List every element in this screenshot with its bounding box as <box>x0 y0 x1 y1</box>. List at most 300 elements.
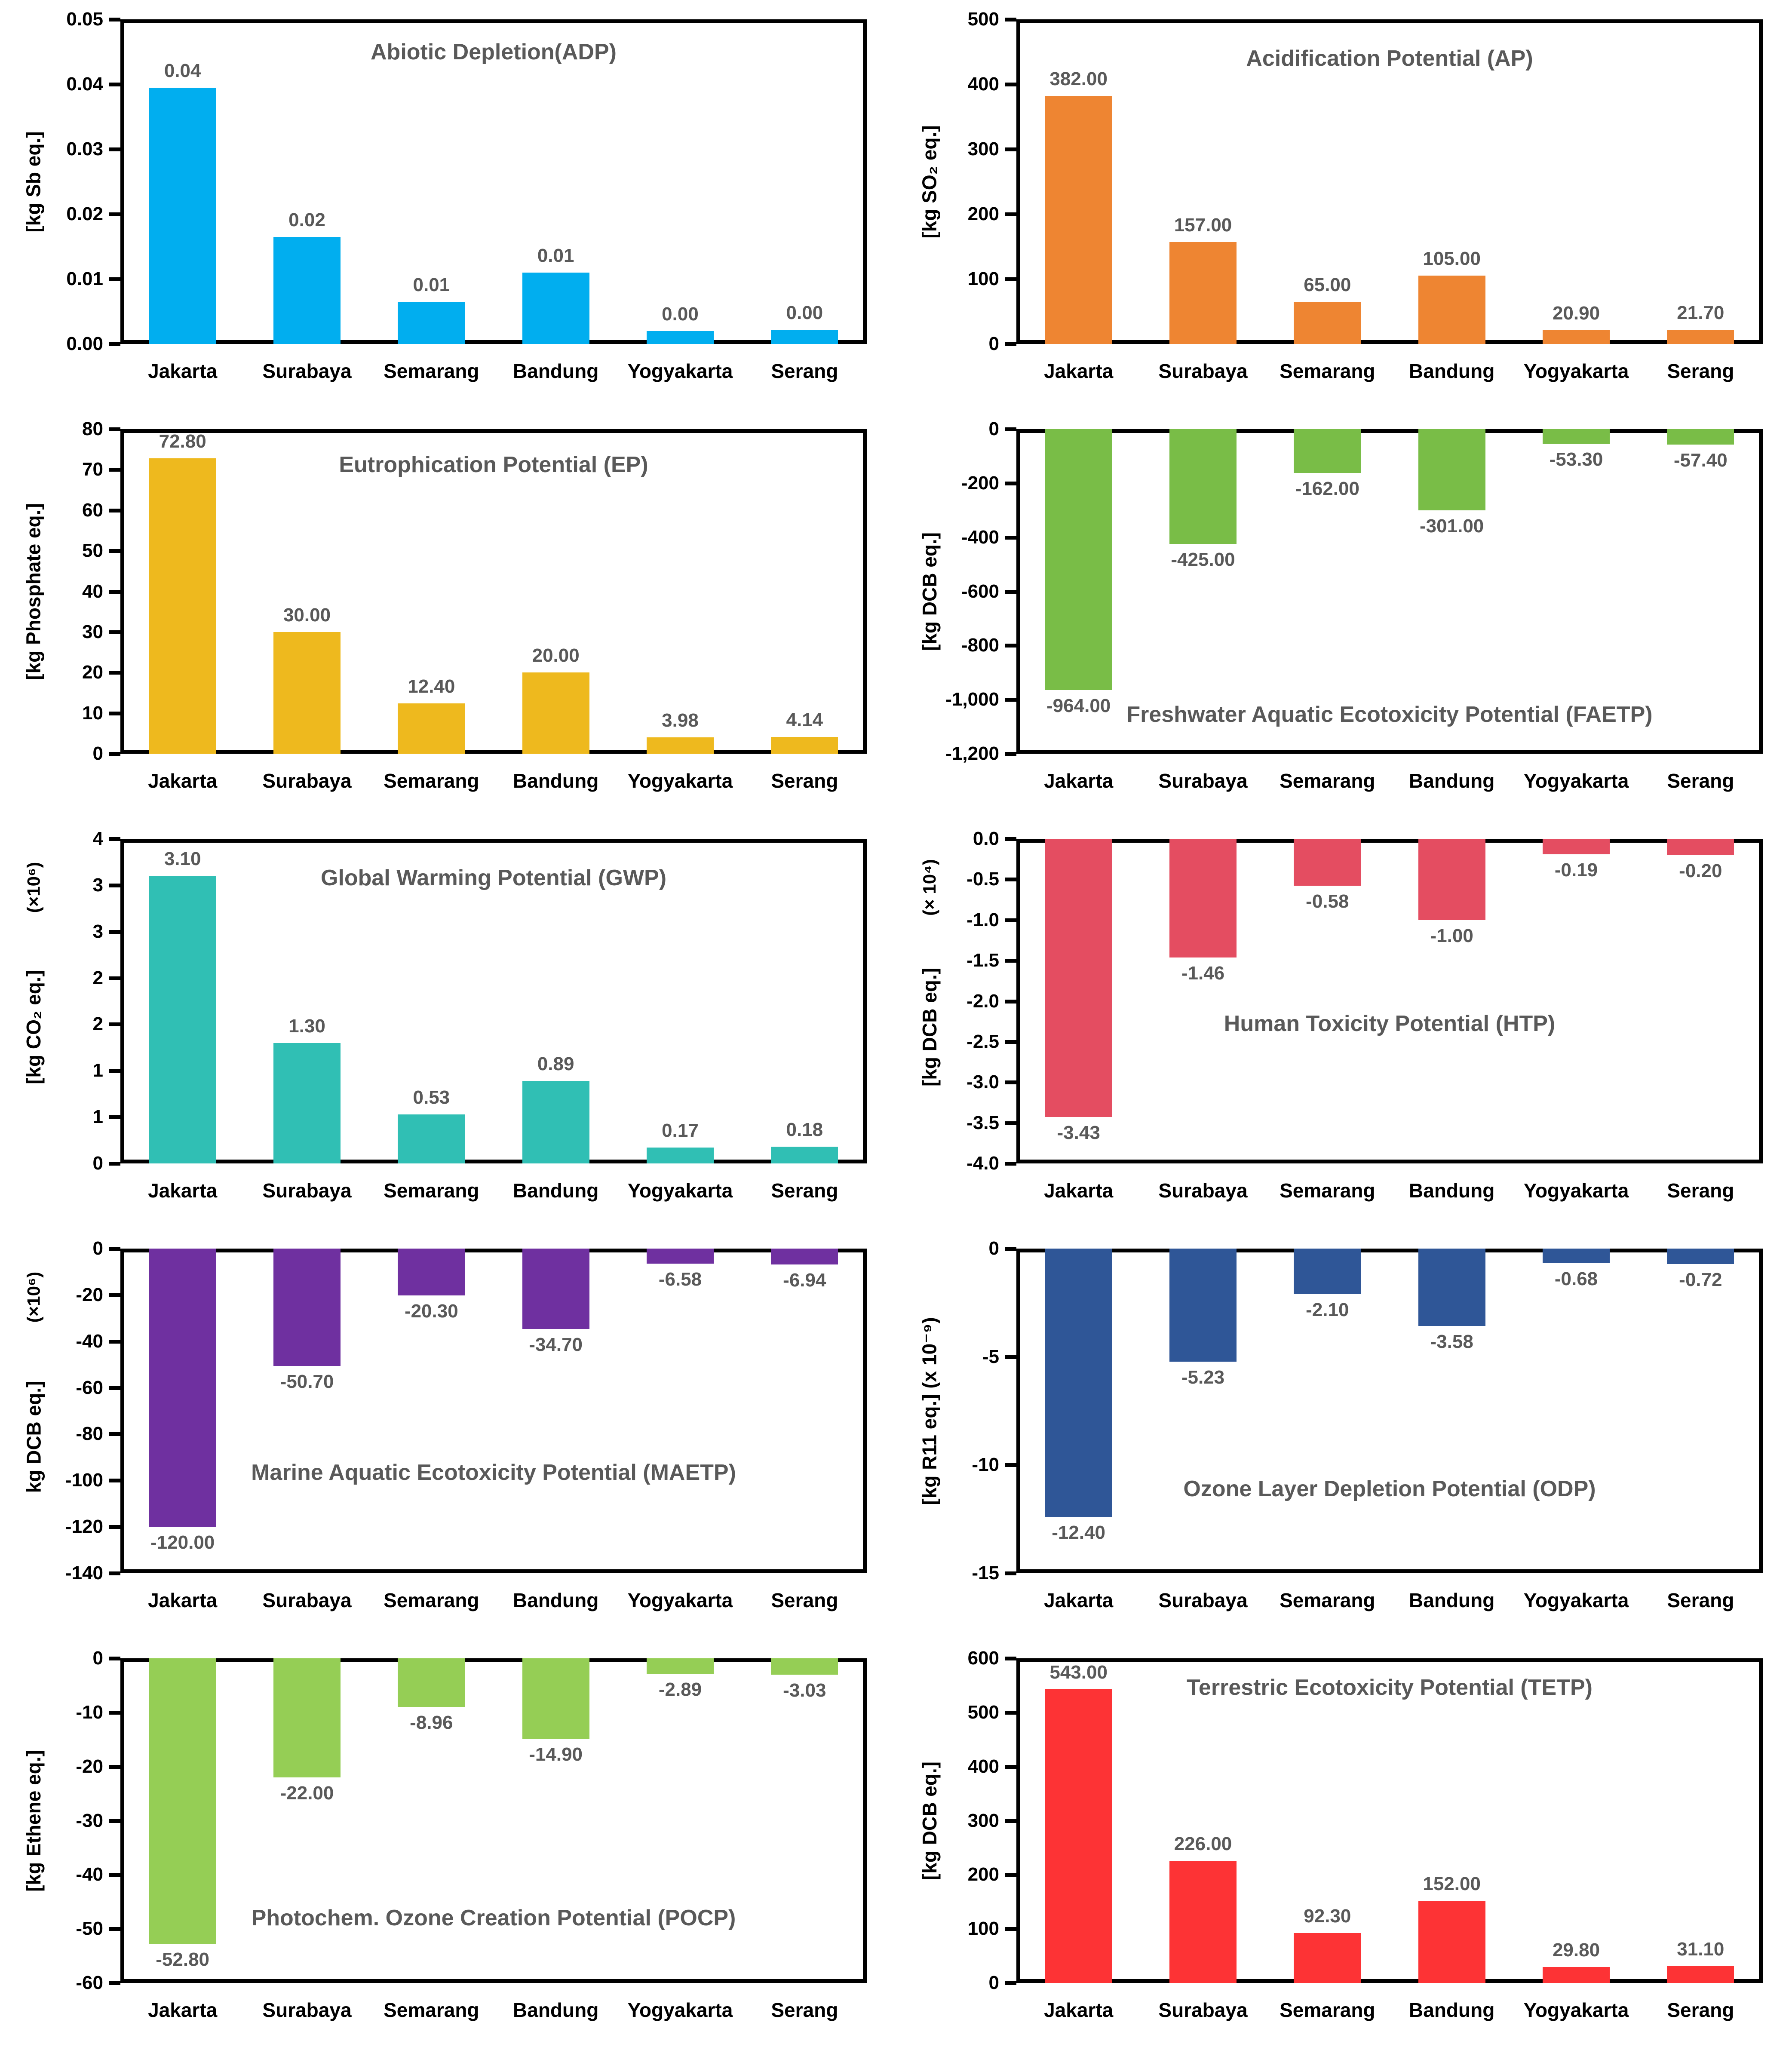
bar <box>398 302 465 344</box>
y-axis-label-text: [kg DCB eq.] <box>918 967 941 1086</box>
y-tick-mark <box>1005 1355 1016 1359</box>
bar <box>1294 429 1361 473</box>
bar-value-label: -3.43 <box>1057 1122 1100 1144</box>
bar-value-label: 0.18 <box>786 1119 823 1141</box>
y-tick-mark <box>1005 590 1016 594</box>
y-tick-mark <box>1005 212 1016 216</box>
y-tick-mark <box>1005 837 1016 841</box>
chart-human-toxicity-potential-htp <box>896 819 1792 1229</box>
bar <box>1543 1249 1610 1263</box>
y-tick-label: 0 <box>988 1238 999 1259</box>
bar <box>1169 1249 1237 1362</box>
bar-value-label: -50.70 <box>280 1371 334 1393</box>
x-category-label: Serang <box>771 1589 838 1611</box>
y-tick-label: 0 <box>988 333 999 354</box>
y-tick-mark <box>109 1386 120 1390</box>
bar-value-label: -1.46 <box>1181 962 1225 984</box>
bar <box>1543 330 1610 344</box>
y-tick-label: 400 <box>967 1755 999 1777</box>
y-tick-label: 300 <box>967 1810 999 1831</box>
y-tick-label: -0.5 <box>967 868 999 890</box>
y-tick-mark <box>1005 482 1016 485</box>
y-axis-label-text: [kg R11 eq.] (x 10⁻⁹) <box>918 1317 941 1505</box>
x-category-label: Semarang <box>384 770 479 792</box>
y-tick-label: 3 <box>92 874 103 896</box>
y-tick-label: 0.05 <box>66 9 103 30</box>
x-category-label: Surabaya <box>1158 1999 1248 2021</box>
x-category-label: Serang <box>1667 1589 1734 1611</box>
chart-title: Terrestric Ecotoxicity Potential (TETP) <box>1187 1675 1593 1700</box>
y-axis-scale-label-text: (×10⁶) <box>23 862 43 913</box>
y-tick-mark <box>109 83 120 86</box>
y-tick-label: -20 <box>76 1284 103 1305</box>
bar <box>398 1658 465 1707</box>
bar <box>1045 1689 1112 1983</box>
y-tick-mark <box>109 1162 120 1166</box>
x-category-label: Semarang <box>1280 1179 1375 1202</box>
chart-title: Human Toxicity Potential (HTP) <box>1224 1011 1556 1037</box>
y-tick-mark <box>1005 1463 1016 1467</box>
y-tick-label: 40 <box>82 580 103 602</box>
bar-value-label: -34.70 <box>529 1334 583 1356</box>
bar <box>1294 1933 1361 1983</box>
y-tick-mark <box>1005 959 1016 963</box>
y-tick-mark <box>1005 1981 1016 1985</box>
bar-value-label: -301.00 <box>1420 516 1484 537</box>
y-tick-label: 0.02 <box>66 203 103 224</box>
y-tick-mark <box>1005 1765 1016 1769</box>
chart-title: Global Warming Potential (GWP) <box>320 865 667 890</box>
y-tick-label: 1 <box>92 1106 103 1128</box>
chart-abiotic-depletion-adp <box>0 0 896 410</box>
y-tick-label: -1.0 <box>967 909 999 930</box>
y-tick-mark <box>109 1069 120 1073</box>
y-tick-mark <box>109 837 120 841</box>
bar <box>398 1249 465 1295</box>
x-category-label: Yogyakarta <box>1523 1999 1629 2021</box>
bar-value-label: -120.00 <box>150 1532 215 1553</box>
y-tick-label: 0.01 <box>66 268 103 289</box>
y-axis-label-text: [kg Phosphate eq.] <box>22 503 45 680</box>
y-tick-label: 200 <box>967 1864 999 1885</box>
bar-value-label: -14.90 <box>529 1744 583 1765</box>
x-category-label: Jakarta <box>148 770 218 792</box>
y-axis-label <box>22 1381 45 1493</box>
bar-value-label: 0.02 <box>288 209 325 230</box>
y-tick-mark <box>1005 878 1016 881</box>
y-tick-mark <box>1005 1162 1016 1166</box>
plot-area <box>120 429 867 754</box>
plot-area <box>120 1249 867 1573</box>
y-tick-label: -140 <box>65 1562 103 1584</box>
y-tick-label: -10 <box>76 1701 103 1723</box>
bar-value-label: -8.96 <box>410 1712 453 1733</box>
bar-value-label: 20.00 <box>532 645 580 666</box>
y-tick-mark <box>1005 536 1016 540</box>
y-tick-label: 20 <box>82 662 103 683</box>
y-tick-label: -80 <box>76 1423 103 1445</box>
bar-value-label: -0.19 <box>1554 859 1598 881</box>
y-tick-label: 0 <box>988 1972 999 1993</box>
y-axis-label <box>918 532 941 651</box>
y-tick-label: -100 <box>65 1470 103 1491</box>
x-category-label: Surabaya <box>262 360 352 382</box>
y-tick-mark <box>109 1479 120 1482</box>
bar-value-label: 152.00 <box>1423 1873 1481 1894</box>
chart-ozone-layer-depletion-odp <box>896 1229 1792 1639</box>
y-tick-mark <box>109 1571 120 1575</box>
y-tick-label: -3.5 <box>967 1112 999 1133</box>
y-tick-mark <box>109 1765 120 1769</box>
x-category-label: Serang <box>1667 1179 1734 1202</box>
y-tick-mark <box>1005 147 1016 151</box>
bar-value-label: -6.58 <box>658 1269 702 1290</box>
y-tick-label: -2.0 <box>967 990 999 1012</box>
bar-value-label: 226.00 <box>1174 1833 1232 1854</box>
y-tick-label: 0 <box>92 1153 103 1174</box>
bar <box>522 672 589 754</box>
bar-value-label: -0.72 <box>1679 1269 1722 1291</box>
y-tick-mark <box>1005 1657 1016 1660</box>
bar-value-label: 105.00 <box>1423 248 1481 270</box>
y-tick-label: -40 <box>76 1864 103 1885</box>
y-axis-label-text: [kg Sb eq.] <box>22 131 45 233</box>
bar-value-label: -964.00 <box>1046 695 1111 716</box>
y-tick-mark <box>109 342 120 346</box>
bar <box>1418 276 1485 344</box>
x-category-label: Jakarta <box>1044 770 1114 792</box>
bar-value-label: 382.00 <box>1049 68 1108 90</box>
y-tick-mark <box>109 1340 120 1344</box>
bar-value-label: -22.00 <box>280 1782 334 1804</box>
y-tick-label: 0.00 <box>66 333 103 354</box>
y-axis-scale-label <box>919 859 940 916</box>
y-tick-mark <box>1005 1040 1016 1044</box>
bar <box>1169 429 1237 544</box>
bar <box>1045 96 1112 344</box>
bar-value-label: 29.80 <box>1552 1939 1600 1961</box>
x-category-label: Bandung <box>1409 360 1495 382</box>
chart-acidification-potential-ap <box>896 0 1792 410</box>
bar <box>522 1658 589 1739</box>
x-category-label: Surabaya <box>1158 360 1248 382</box>
x-category-label: Surabaya <box>1158 770 1248 792</box>
x-category-label: Surabaya <box>262 1999 352 2021</box>
plot-area <box>1016 1658 1763 1983</box>
y-axis-label-text: [kg SO₂ eq.] <box>918 125 941 239</box>
bar-value-label: 0.53 <box>413 1086 450 1108</box>
bar-value-label: 12.40 <box>408 675 455 697</box>
y-tick-label: 3 <box>92 921 103 942</box>
plot-area <box>1016 839 1763 1163</box>
y-tick-label: -2.5 <box>967 1031 999 1052</box>
x-category-label: Semarang <box>384 1999 479 2021</box>
x-category-label: Yogyakarta <box>627 1179 733 1202</box>
bar <box>647 1148 714 1163</box>
chart-title: Ozone Layer Depletion Potential (ODP) <box>1183 1476 1596 1501</box>
y-tick-label: 2 <box>92 1013 103 1035</box>
y-tick-mark <box>1005 1819 1016 1823</box>
chart-marine-aquatic-ecotoxicity-maetp <box>0 1229 896 1639</box>
bar <box>273 237 341 344</box>
y-tick-label: 0.0 <box>973 828 999 849</box>
x-category-label: Bandung <box>513 1589 599 1611</box>
y-tick-mark <box>109 671 120 675</box>
x-category-label: Jakarta <box>1044 360 1114 382</box>
bar-value-label: -425.00 <box>1171 549 1235 571</box>
bar-value-label: 0.17 <box>662 1120 699 1142</box>
bar-value-label: 543.00 <box>1049 1661 1108 1683</box>
x-category-label: Serang <box>1667 770 1734 792</box>
bar <box>398 1114 465 1163</box>
bar <box>1667 839 1734 855</box>
bar-value-label: -0.20 <box>1679 860 1722 881</box>
y-tick-label: -600 <box>961 580 999 602</box>
bar <box>149 458 216 754</box>
chart-title: Acidification Potential (AP) <box>1246 46 1533 71</box>
y-tick-mark <box>109 930 120 934</box>
x-category-label: Serang <box>1667 1999 1734 2021</box>
y-tick-label: -15 <box>972 1562 999 1584</box>
bar-value-label: -3.03 <box>783 1680 826 1701</box>
y-tick-mark <box>109 884 120 887</box>
y-axis-label <box>22 970 45 1084</box>
x-category-label: Bandung <box>1409 1589 1495 1611</box>
y-tick-label: 70 <box>82 459 103 480</box>
y-tick-label: 4 <box>92 828 103 849</box>
x-category-label: Surabaya <box>1158 1179 1248 1202</box>
x-category-label: Jakarta <box>1044 1179 1114 1202</box>
y-tick-label: -4.0 <box>967 1153 999 1174</box>
x-category-label: Jakarta <box>148 1589 218 1611</box>
bar-value-label: -1.00 <box>1430 925 1473 946</box>
x-category-label: Jakarta <box>148 1999 218 2021</box>
y-tick-mark <box>109 18 120 21</box>
x-category-label: Semarang <box>384 360 479 382</box>
x-category-label: Serang <box>771 360 838 382</box>
y-axis-scale-label <box>23 1271 43 1323</box>
y-tick-label: -800 <box>961 635 999 656</box>
x-category-label: Serang <box>771 1179 838 1202</box>
y-tick-mark <box>1005 18 1016 21</box>
x-category-label: Surabaya <box>262 1589 352 1611</box>
y-tick-label: 2 <box>92 967 103 988</box>
y-tick-mark <box>109 1247 120 1251</box>
bar <box>1418 839 1485 920</box>
y-axis-label-text: [kg DCB eq.] <box>918 1761 941 1880</box>
y-tick-mark <box>109 1022 120 1026</box>
bar <box>1418 1901 1485 1983</box>
y-tick-label: 500 <box>967 1701 999 1723</box>
bar <box>1667 1249 1734 1264</box>
bar <box>522 1081 589 1163</box>
y-tick-label: -20 <box>76 1755 103 1777</box>
y-tick-mark <box>109 1981 120 1985</box>
y-tick-label: 400 <box>967 74 999 95</box>
x-category-label: Semarang <box>1280 360 1375 382</box>
chart-freshwater-aquatic-ecotoxicity-faetp <box>896 410 1792 819</box>
chart-title: Freshwater Aquatic Ecotoxicity Potential (FAETP) <box>1126 702 1653 727</box>
chart-terrestric-ecotoxicity-tetp <box>896 1639 1792 2049</box>
x-category-label: Yogyakarta <box>627 770 733 792</box>
chart-global-warming-potential-gwp <box>0 819 896 1229</box>
y-tick-label: -60 <box>76 1972 103 1993</box>
y-tick-label: -1,200 <box>945 743 999 764</box>
x-category-label: Yogyakarta <box>1523 1589 1629 1611</box>
y-tick-label: 0 <box>92 1648 103 1669</box>
x-category-label: Bandung <box>513 1179 599 1202</box>
y-tick-mark <box>109 1293 120 1297</box>
y-tick-mark <box>109 147 120 151</box>
bar <box>647 1658 714 1674</box>
bar-value-label: -5.23 <box>1181 1367 1225 1388</box>
bar-value-label: 4.14 <box>786 709 823 730</box>
bar <box>398 703 465 754</box>
y-tick-mark <box>109 1432 120 1436</box>
x-category-label: Semarang <box>1280 770 1375 792</box>
y-tick-mark <box>109 1819 120 1823</box>
x-category-label: Yogyakarta <box>627 1999 733 2021</box>
y-tick-label: -30 <box>76 1810 103 1831</box>
bar <box>1543 429 1610 444</box>
y-tick-label: -5 <box>982 1346 999 1367</box>
bar-value-label: -6.94 <box>783 1270 826 1291</box>
bar-value-label: 0.01 <box>413 274 450 295</box>
x-category-label: Yogyakarta <box>1523 1179 1629 1202</box>
y-tick-mark <box>1005 1927 1016 1931</box>
chart-title: Abiotic Depletion(ADP) <box>371 39 617 64</box>
x-category-label: Surabaya <box>262 770 352 792</box>
y-tick-label: 200 <box>967 203 999 224</box>
bar <box>1667 330 1734 344</box>
y-tick-mark <box>109 1115 120 1119</box>
bar-value-label: 21.70 <box>1677 302 1724 324</box>
bar <box>1418 1249 1485 1326</box>
bar <box>273 1658 341 1777</box>
y-tick-mark <box>109 509 120 512</box>
bar <box>522 1249 589 1329</box>
y-tick-mark <box>109 212 120 216</box>
y-tick-label: -10 <box>972 1454 999 1476</box>
y-axis-label <box>22 503 45 680</box>
bar <box>273 1043 341 1163</box>
bar <box>1045 839 1112 1117</box>
bar <box>1294 302 1361 344</box>
y-axis-label <box>918 967 941 1086</box>
y-tick-mark <box>109 277 120 281</box>
bar <box>1045 429 1112 690</box>
x-category-label: Bandung <box>513 1999 599 2021</box>
y-tick-mark <box>1005 1080 1016 1084</box>
bar-value-label: -162.00 <box>1295 478 1359 499</box>
y-tick-mark <box>109 752 120 756</box>
bar-value-label: 3.10 <box>164 848 201 870</box>
y-tick-label: -50 <box>76 1918 103 1940</box>
x-category-label: Bandung <box>513 360 599 382</box>
x-category-label: Semarang <box>384 1589 479 1611</box>
y-tick-label: 30 <box>82 621 103 642</box>
bar <box>1294 1249 1361 1294</box>
y-tick-mark <box>1005 1247 1016 1251</box>
x-category-label: Yogyakarta <box>627 1589 733 1611</box>
y-tick-label: 60 <box>82 499 103 521</box>
chart-title: Photochem. Ozone Creation Potential (POCP) <box>251 1906 736 1930</box>
bar-value-label: -20.30 <box>404 1301 458 1322</box>
y-tick-mark <box>1005 1873 1016 1877</box>
y-tick-mark <box>1005 752 1016 756</box>
y-tick-label: 0 <box>92 1238 103 1259</box>
y-axis-scale-label <box>23 862 43 913</box>
y-tick-label: 10 <box>82 702 103 724</box>
bar-value-label: 0.01 <box>537 245 574 266</box>
bar-value-label: 157.00 <box>1174 214 1232 236</box>
y-tick-label: 600 <box>967 1648 999 1669</box>
y-tick-mark <box>1005 342 1016 346</box>
x-category-label: Jakarta <box>1044 1999 1114 2021</box>
y-tick-label: -40 <box>76 1330 103 1352</box>
bar-value-label: 0.04 <box>164 60 201 81</box>
bar-value-label: 0.00 <box>662 303 699 325</box>
y-tick-mark <box>109 630 120 634</box>
y-tick-label: 80 <box>82 418 103 439</box>
x-category-label: Jakarta <box>148 360 218 382</box>
x-category-label: Semarang <box>384 1179 479 1202</box>
x-category-label: Yogyakarta <box>627 360 733 382</box>
bar <box>149 1249 216 1527</box>
bar <box>647 331 714 344</box>
y-tick-label: 50 <box>82 540 103 562</box>
y-tick-mark <box>109 468 120 472</box>
bar-value-label: 0.89 <box>537 1053 574 1074</box>
bar <box>273 1249 341 1366</box>
x-category-label: Surabaya <box>262 1179 352 1202</box>
chart-title: Marine Aquatic Ecotoxicity Potential (MAETP) <box>251 1460 736 1485</box>
bar <box>1543 839 1610 854</box>
y-axis-label <box>22 131 45 233</box>
bar <box>647 737 714 754</box>
x-category-label: Yogyakarta <box>1523 770 1629 792</box>
bar-value-label: -52.80 <box>156 1949 210 1970</box>
bar <box>1294 839 1361 886</box>
bar-value-label: -2.89 <box>658 1679 702 1700</box>
y-tick-mark <box>109 1927 120 1931</box>
x-category-label: Surabaya <box>1158 1589 1248 1611</box>
x-category-label: Semarang <box>1280 1999 1375 2021</box>
y-tick-mark <box>109 712 120 715</box>
y-tick-mark <box>1005 1000 1016 1004</box>
bar-value-label: 30.00 <box>283 604 331 626</box>
y-axis-label-text: [kg CO₂ eq.] <box>22 970 45 1084</box>
y-tick-label: -1,000 <box>945 689 999 710</box>
y-axis-scale-label-text: (×10⁶) <box>23 1271 43 1323</box>
bar <box>771 1147 838 1163</box>
y-axis-label-text: [kg Ethene eq.] <box>22 1749 45 1892</box>
y-tick-mark <box>1005 427 1016 431</box>
y-tick-mark <box>1005 1571 1016 1575</box>
bar-value-label: 3.98 <box>662 710 699 731</box>
bar <box>522 273 589 344</box>
bar-value-label: 0.00 <box>786 302 823 323</box>
y-tick-label: 0.04 <box>66 74 103 95</box>
y-tick-mark <box>109 976 120 980</box>
bar <box>771 737 838 754</box>
y-tick-label: 0 <box>92 743 103 764</box>
y-axis-label <box>22 1749 45 1892</box>
y-tick-label: -1.5 <box>967 950 999 971</box>
y-tick-mark <box>1005 918 1016 922</box>
bar-value-label: 65.00 <box>1304 274 1351 295</box>
y-tick-mark <box>109 590 120 594</box>
